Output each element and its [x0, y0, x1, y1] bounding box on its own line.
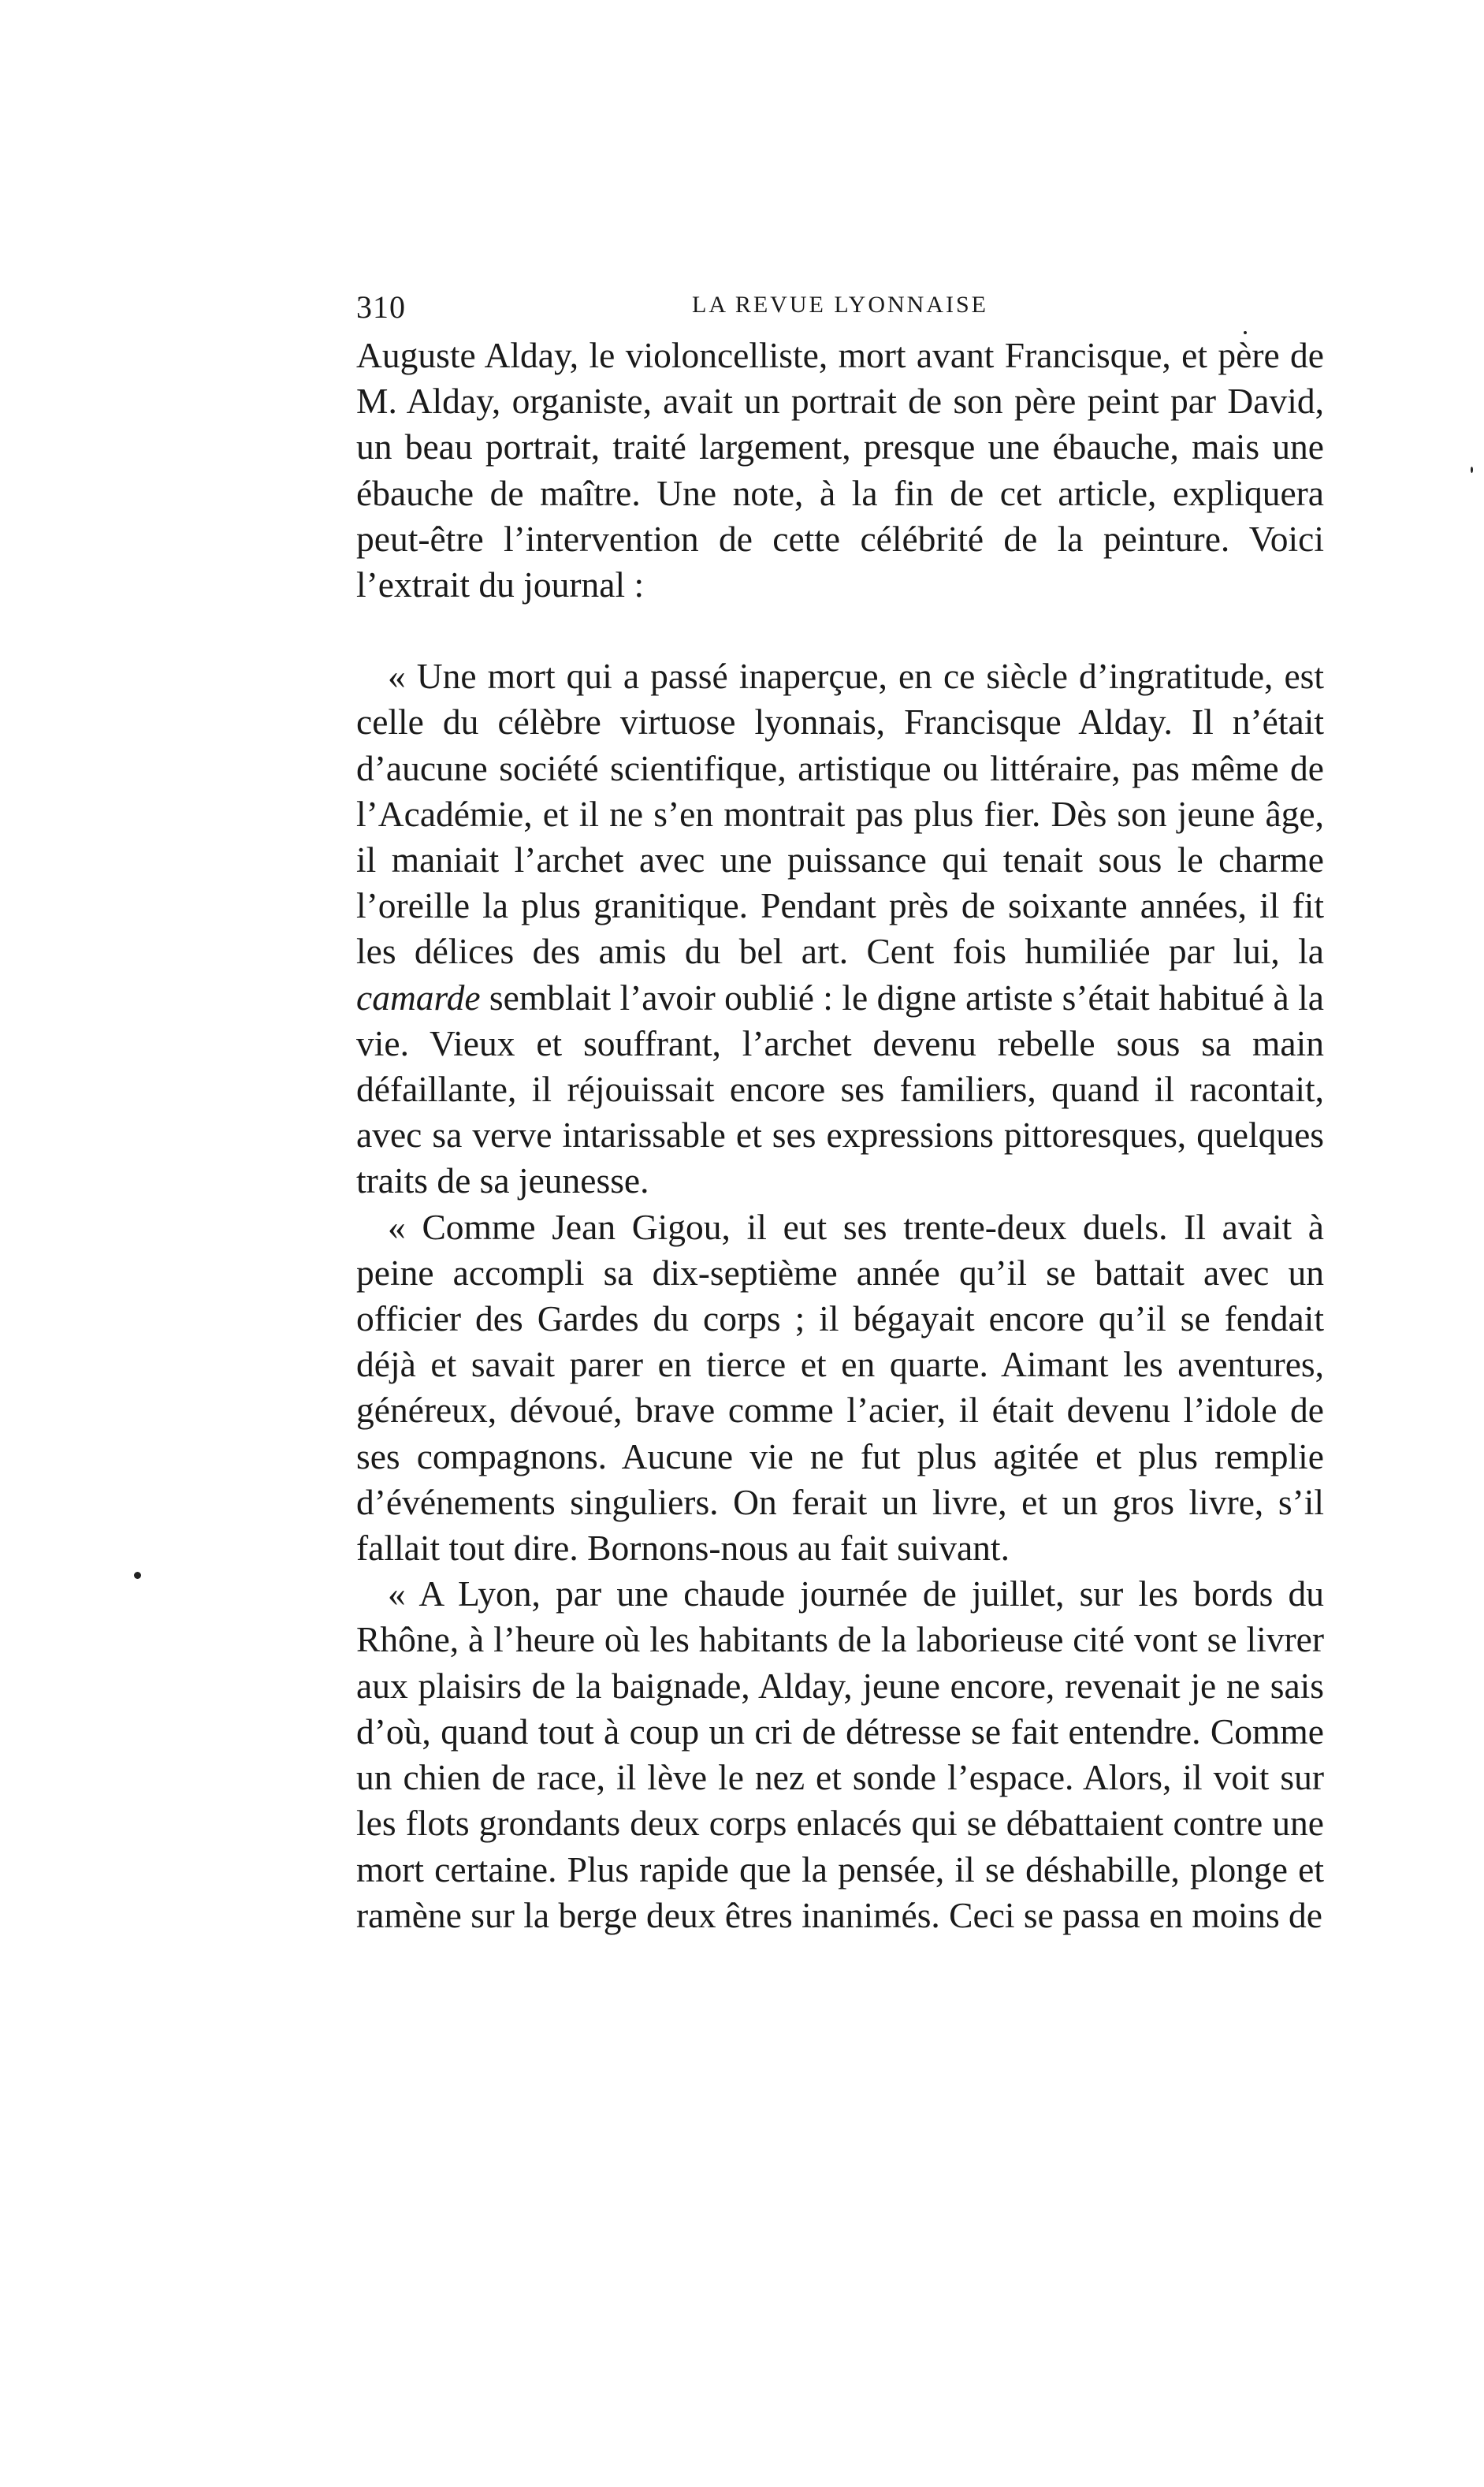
- running-head: [356, 277, 1324, 333]
- quote-paragraph-3: « A Lyon, par une chaude journée de juillet, sur les bords du Rhône, à l’heure où les habitants de la laborieuse cité vont se livrer aux plaisirs de la baignade, Alday, jeune encore, revenait je ne sais d’où, quand tout à coup un cri de détresse se fait entendre. Comme un chien de race, il lève le nez et sonde l’espace. Alors, il voit sur les flots grondants deux corps enlacés qui se débattaient contre une mort certaine. Plus rapide que la pensée, il se déshabille, plonge et ramène sur la berge deux êtres inanimés. Ceci se passa en moins de: [356, 1573, 1324, 1935]
- quote-paragraph-2: « Comme Jean Gigou, il eut ses trente-deux duels. Il avait à peine accompli sa dix-septième année qu’il se battait avec un officier des Gardes du corps ; il bégayait encore qu’il se fendait déjà et savait parer en tierce et en quarte. Aimant les aventures, généreux, dévoué, brave comme l’acier, il était devenu l’idole de ses compagnons. Aucune vie ne fut plus agitée et plus remplie d’événements singuliers. On ferait un livre, et un gros livre, s’il fallait tout dire. Bornons-nous au fait suivant.: [356, 1206, 1324, 1569]
- emphasized-word: camarde: [356, 977, 481, 1018]
- page-number: 310: [356, 289, 406, 325]
- quote-paragraph-1-start: « Une mort qui a passé inaperçue, en ce siècle d’ingratitude, est celle du célèbre virtuose lyonnais, Francisque Alday. Il n’était d’aucune société scientifique, artistique ou littéraire, pas même de l’Académie, et il ne s’en montrait pas plus fier. Dès son jeune âge, il maniait l’archet avec une puissance qui tenait sous le charme l’oreille la plus granitique. Pendant près de soixante années, il fit les délices des amis du bel art. Cent fois humiliée par lui, la: [356, 656, 1324, 972]
- quoted-article: [356, 653, 1324, 1938]
- journal-title: LA REVUE LYONNAISE: [692, 292, 988, 318]
- quote-paragraph-1: [356, 653, 1324, 1204]
- quote-paragraph-1-end: semblait l’avoir oublié : le digne artiste s’était habitué à la vie. Vieux et souffrant, l’archet devenu rebelle sous sa main défaillante, il réjouissait encore ses familiers, quand il racontait, avec sa verve intarissable et ses expressions pittoresques, quelques traits de sa jeunesse.: [356, 977, 1324, 1201]
- body-text: [356, 333, 1324, 1938]
- margin-speck: [1471, 467, 1473, 473]
- intro-paragraph: Auguste Alday, le violoncelliste, mort avant Francisque, et père de M. Alday, organiste, avait un portrait de son père peint par David, un beau portrait, traité largement, presque une ébauche, mais une ébauche de maître. Une note, à la fin de cet article, expliquera peut-être l’intervention de cette célébrité de la peinture. Voici l’extrait du journal :: [356, 335, 1324, 605]
- margin-speck: [1244, 331, 1247, 334]
- margin-speck: [134, 1572, 141, 1579]
- book-page: [356, 277, 1324, 1938]
